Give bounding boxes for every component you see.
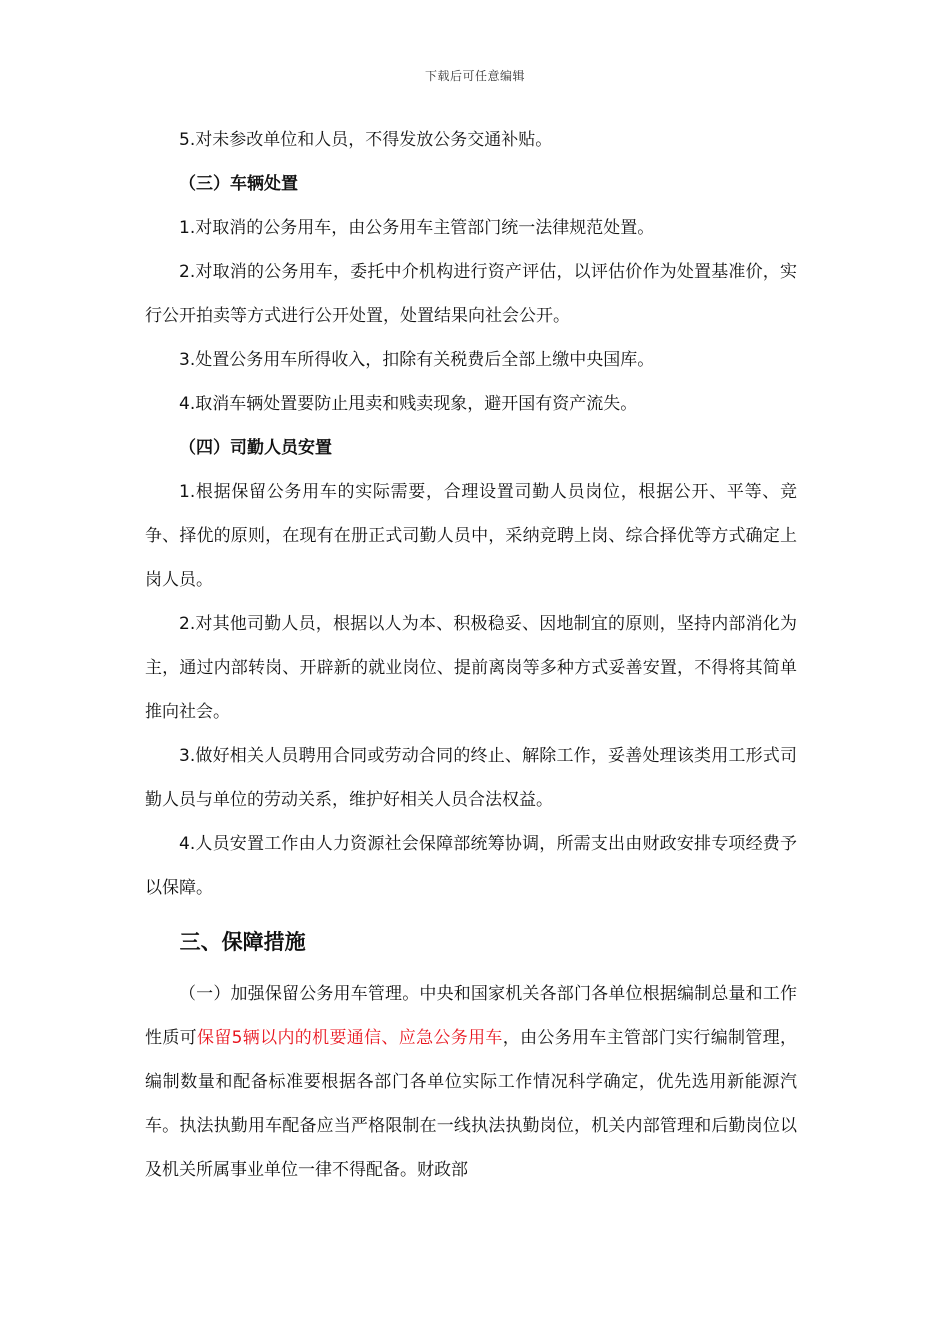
subheading-driver-placement: （四）司勤人员安置 — [179, 438, 332, 458]
paragraph-item-5: 5.对未参改单位和人员，不得发放公务交通补贴。 — [179, 130, 553, 150]
text-run: ，由公务用车主管部门实行编制管理，编制数量和配备标准要根据各部门各单位实际工作情况科学确定，优先选用新能源汽车。执法执勤用车配备应当严格限制在一线执法执勤岗位，机关内部管理和后勤岗位以及机关所属事业单位一律不得配备。财政部 — [145, 1028, 798, 1180]
document-body — [145, 118, 797, 1192]
paragraph: 1.对取消的公务用车，由公务用车主管部门统一法律规范处置。 — [179, 218, 655, 238]
paragraph: 2.对取消的公务用车，委托中介机构进行资产评估，以评估价作为处置基准价，实行公开拍卖等方式进行公开处置，处置结果向社会公开。 — [145, 262, 797, 326]
section-heading-safeguards: 三、保障措施 — [179, 930, 306, 954]
highlighted-text: 保留5辆以内的机要通信、应急公务用车 — [197, 1028, 503, 1048]
subheading-vehicle-disposal: （三）车辆处置 — [179, 174, 298, 194]
paragraph: 2.对其他司勤人员，根据以人为本、积极稳妥、因地制宜的原则，坚持内部消化为主，通过内部转岗、开辟新的就业岗位、提前离岗等多种方式妥善安置，不得将其简单推向社会。 — [145, 614, 797, 722]
paragraph: 3.做好相关人员聘用合同或劳动合同的终止、解除工作，妥善处理该类用工形式司勤人员与单位的劳动关系，维护好相关人员合法权益。 — [145, 746, 797, 810]
text-run: （一）加强保留公务用车管理。中央和国家机关各部门各单位根据编制总量和工作性质可 — [145, 984, 797, 1048]
paragraph: 4.人员安置工作由人力资源社会保障部统筹协调，所需支出由财政安排专项经费予以保障。 — [145, 834, 797, 898]
page-header: 下载后可任意编辑 — [424, 69, 525, 83]
paragraph-safeguard-1 — [145, 972, 797, 1192]
paragraph: 4.取消车辆处置要防止甩卖和贱卖现象，避开国有资产流失。 — [179, 394, 638, 414]
paragraph: 3.处置公务用车所得收入，扣除有关税费后全部上缴中央国库。 — [179, 350, 655, 370]
paragraph: 1.根据保留公务用车的实际需要，合理设置司勤人员岗位，根据公开、平等、竞争、择优的原则，在现有在册正式司勤人员中，采纳竞聘上岗、综合择优等方式确定上岗人员。 — [145, 482, 797, 590]
